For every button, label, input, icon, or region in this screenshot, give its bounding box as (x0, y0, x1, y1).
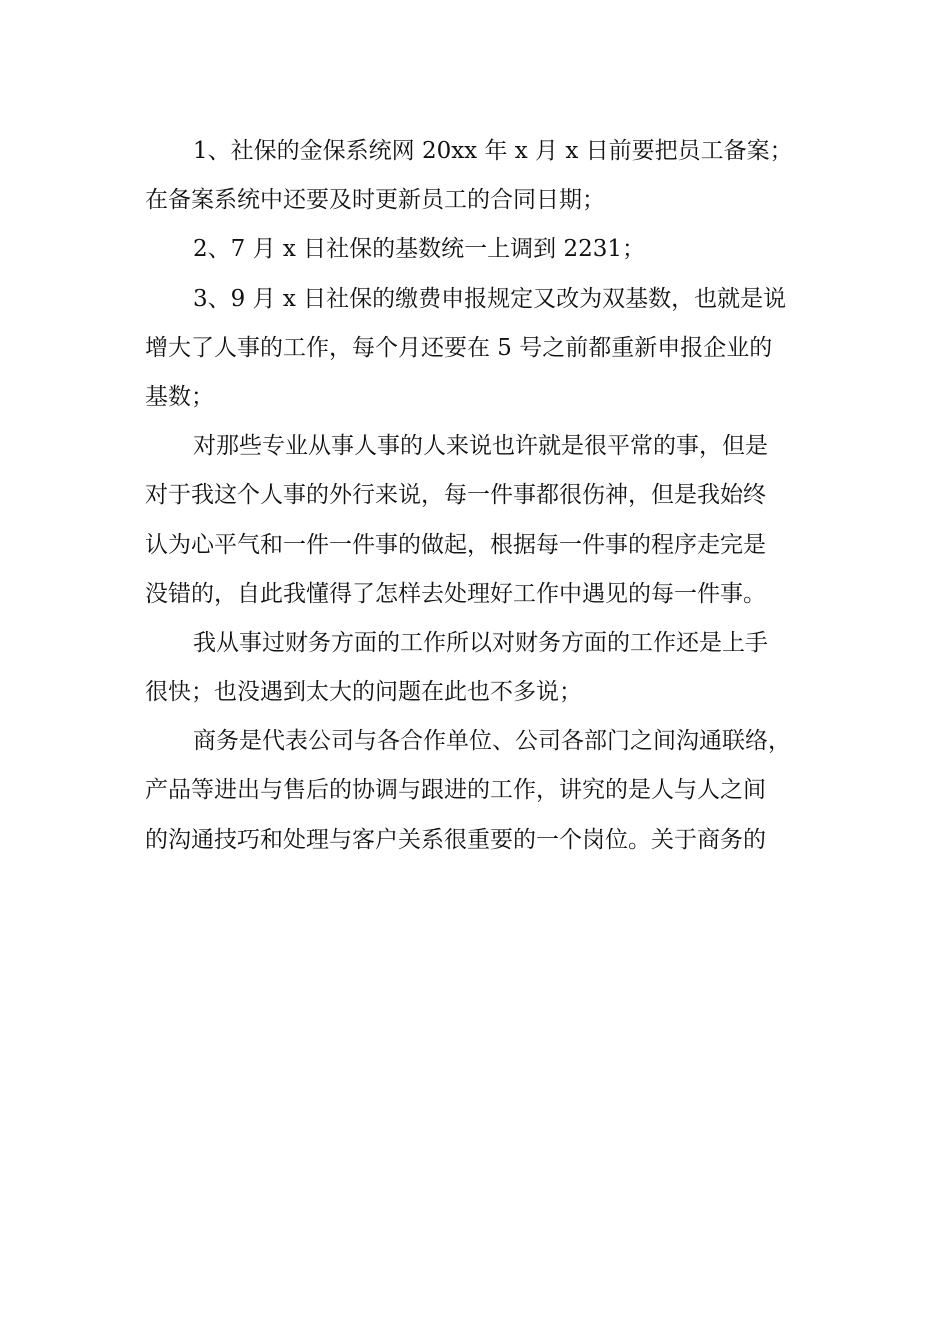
paragraph-5 (145, 619, 810, 717)
paragraph-line: 对于我这个人事的外行来说，每一件事都很伤神，但是我始终 (145, 482, 766, 509)
paragraph-line: 对那些专业从事人事的人来说也许就是很平常的事，但是 (193, 433, 768, 460)
paragraph-6 (145, 717, 810, 865)
paragraph-line: 1、社保的金保系统网 20xx 年 x 月 x 日前要把员工备案； (193, 138, 793, 164)
paragraph-line: 我从事过财务方面的工作所以对财务方面的工作还是上手 (193, 629, 768, 656)
paragraph-line: 基数； (145, 383, 214, 410)
paragraph-line: 的沟通技巧和处理与客户关系很重要的一个岗位。关于商务的 (145, 826, 766, 853)
document-body (145, 127, 810, 865)
paragraph-line: 产品等进出与售后的协调与跟进的工作，讲究的是人与人之间 (145, 777, 766, 804)
paragraph-line: 认为心平气和一件一件事的做起，根据每一件事的程序走完是 (145, 531, 766, 558)
paragraph-line: 3、9 月 x 日社保的缴费申报规定又改为双基数，也就是说 (193, 285, 787, 312)
paragraph-line: 商务是代表公司与各合作单位、公司各部门之间沟通联络， (193, 728, 791, 755)
paragraph-3 (145, 275, 810, 423)
paragraph-2 (145, 225, 810, 274)
paragraph-line: 2、7 月 x 日社保的基数统一上调到 2231； (193, 236, 646, 263)
paragraph-4 (145, 422, 810, 619)
paragraph-line: 没错的，自此我懂得了怎样去处理好工作中遇见的每一件事。 (145, 580, 766, 607)
paragraph-line: 在备案系统中还要及时更新员工的合同日期； (145, 187, 605, 214)
paragraph-1 (145, 127, 810, 225)
paragraph-line: 增大了人事的工作，每个月还要在 5 号之前都重新申报企业的 (145, 334, 773, 361)
paragraph-line: 很快；也没遇到太大的问题在此也不多说； (145, 679, 582, 706)
